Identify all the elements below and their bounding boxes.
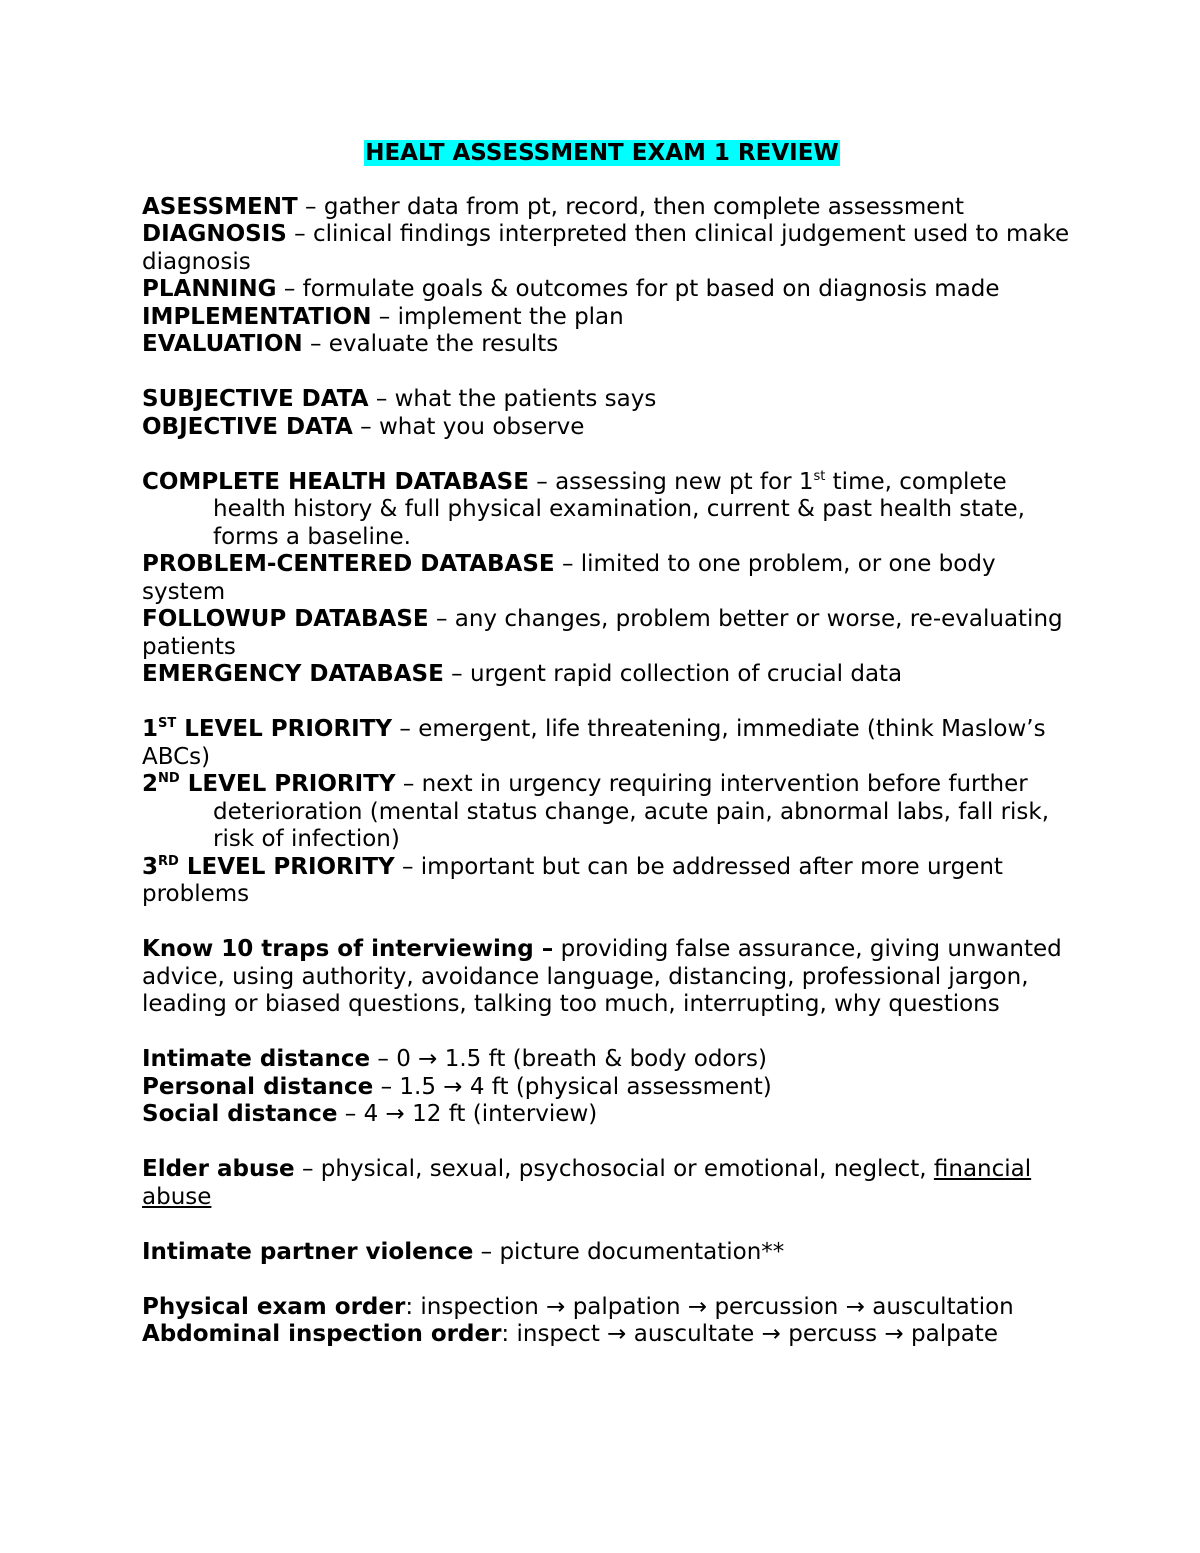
term: OBJECTIVE DATA [142, 413, 353, 440]
arrow-right-icon: → [607, 1321, 627, 1347]
definition: urgent rapid collection of crucial data [469, 661, 903, 687]
emergency-database: EMERGENCY DATABASE – urgent rapid collection of crucial data [142, 661, 903, 687]
nursing-process-implementation: IMPLEMENTATION – implement the plan [142, 303, 624, 330]
nursing-process-diagnosis: DIAGNOSIS – clinical findings interpreted then clinical judgement used to make diagnosis [142, 221, 1070, 275]
interview-traps [142, 936, 1072, 1019]
term: Elder abuse [142, 1156, 295, 1182]
definition: providing false assurance, giving unwanted advice, using authority, avoidance language, distancing, professional jargon, leading or biased questions, talking too much, interrupting, why questions [142, 936, 1062, 1017]
term: 1ST LEVEL PRIORITY [142, 716, 393, 742]
term: IMPLEMENTATION [142, 303, 372, 330]
physical-exam-order: Physical exam order: inspection → palpation → percussion → auscultation [142, 1293, 1014, 1320]
spacer [142, 441, 1072, 469]
term: PROBLEM-CENTERED DATABASE [142, 551, 555, 577]
arrow-right-icon: → [385, 1101, 405, 1127]
definition: implement the plan [397, 303, 624, 330]
term: Physical exam order [142, 1293, 406, 1320]
underlined-text: financial abuse [142, 1156, 1032, 1210]
term: Intimate distance [142, 1046, 371, 1072]
definition: limited to one problem, or one body system [142, 551, 996, 605]
arrow-right-icon: → [845, 1293, 865, 1320]
nursing-process-planning: PLANNING – formulate goals & outcomes for pt based on diagnosis made [142, 276, 1000, 302]
document-page [142, 140, 1072, 1349]
definition: gather data from pt, record, then complete assessment [323, 193, 965, 220]
arrow-right-icon: → [443, 1073, 463, 1100]
term: 3RD LEVEL PRIORITY [142, 853, 395, 880]
intimate-partner-violence: Intimate partner violence – picture documentation** [142, 1238, 785, 1265]
spacer [142, 359, 1072, 387]
term: SUBJECTIVE DATA [142, 386, 369, 412]
first-level-priority: 1ST LEVEL PRIORITY – emergent, life threatening, immediate (think Maslow’s ABCs) [142, 716, 1046, 770]
definition: physical, sexual, psychosocial or emotional, neglect, [320, 1156, 927, 1182]
objective-data: OBJECTIVE DATA – what you observe [142, 413, 585, 440]
arrow-right-icon: → [687, 1293, 708, 1320]
second-level-priority: 2ND LEVEL PRIORITY – next in urgency requiring intervention before further deterioration (mental status change, acute pain, abnormal labs, fall risk, risk of infection) [142, 771, 1050, 852]
term: Intimate partner violence [142, 1238, 474, 1265]
abdominal-inspection-order: Abdominal inspection order: inspect → auscultate → percuss → palpate [142, 1321, 998, 1347]
document-title: HEALT ASSESSMENT EXAM 1 REVIEW [365, 140, 839, 166]
title-line [132, 140, 1072, 168]
definition: emergent, life threatening, immediate (think Maslow’s ABCs) [142, 716, 1046, 770]
definition: evaluate the results [328, 331, 559, 357]
spacer [142, 1129, 1072, 1157]
term: Know 10 traps of interviewing – [142, 936, 554, 962]
spacer [142, 689, 1072, 717]
arrow-right-icon: → [418, 1046, 438, 1072]
term: Social distance [142, 1101, 338, 1127]
term: EVALUATION [142, 331, 303, 357]
definition: any changes, problem better or worse, re-evaluating patients [142, 606, 1063, 660]
problem-centered-database: PROBLEM-CENTERED DATABASE – limited to one problem, or one body system [142, 551, 996, 605]
elder-abuse: Elder abuse – physical, sexual, psychosocial or emotional, neglect, financial abuse [142, 1156, 1032, 1210]
term: ASESSMENT [142, 193, 298, 220]
personal-distance: Personal distance – 1.5 → 4 ft (physical assessment) [142, 1073, 772, 1100]
spacer [142, 1266, 1072, 1294]
spacer [142, 1019, 1072, 1047]
arrow-right-icon: → [761, 1321, 781, 1347]
term: DIAGNOSIS [142, 221, 287, 247]
term: 2ND LEVEL PRIORITY [142, 771, 396, 797]
term: PLANNING [142, 276, 277, 302]
term: Personal distance [142, 1073, 374, 1100]
social-distance: Social distance – 4 → 12 ft (interview) [142, 1101, 598, 1127]
intimate-distance: Intimate distance – 0 → 1.5 ft (breath & body odors) [142, 1046, 767, 1072]
spacer [142, 1211, 1072, 1239]
arrow-right-icon: → [546, 1293, 566, 1320]
complete-health-database: COMPLETE HEALTH DATABASE – assessing new pt for 1st time, complete health history & full physical examination, current & past health state, forms a baseline. [142, 468, 1025, 550]
definition: what you observe [378, 413, 585, 440]
arrow-right-icon: → [884, 1321, 904, 1347]
definition: formulate goals & outcomes for pt based on diagnosis made [302, 276, 1000, 302]
term: Abdominal inspection order [142, 1321, 502, 1347]
spacer [142, 909, 1072, 937]
definition: what the patients says [394, 386, 657, 412]
followup-database: FOLLOWUP DATABASE – any changes, problem better or worse, re-evaluating patients [142, 606, 1063, 660]
term: COMPLETE HEALTH DATABASE [142, 468, 529, 495]
nursing-process-evaluation: EVALUATION – evaluate the results [142, 331, 559, 357]
definition: clinical findings interpreted then clinical judgement used to make diagnosis [142, 221, 1070, 275]
definition: picture documentation** [499, 1238, 785, 1265]
nursing-process-assessment: ASESSMENT – gather data from pt, record, then complete assessment [142, 193, 965, 220]
definition: next in urgency requiring intervention before further deterioration (mental status change, acute pain, abnormal labs, fall risk, risk of infection) [213, 771, 1050, 852]
term: FOLLOWUP DATABASE [142, 606, 429, 632]
subjective-data: SUBJECTIVE DATA – what the patients says [142, 386, 657, 412]
term: EMERGENCY DATABASE [142, 661, 444, 687]
third-level-priority: 3RD LEVEL PRIORITY – important but can be addressed after more urgent problems [142, 853, 1003, 907]
definition: important but can be addressed after more urgent problems [142, 853, 1003, 907]
